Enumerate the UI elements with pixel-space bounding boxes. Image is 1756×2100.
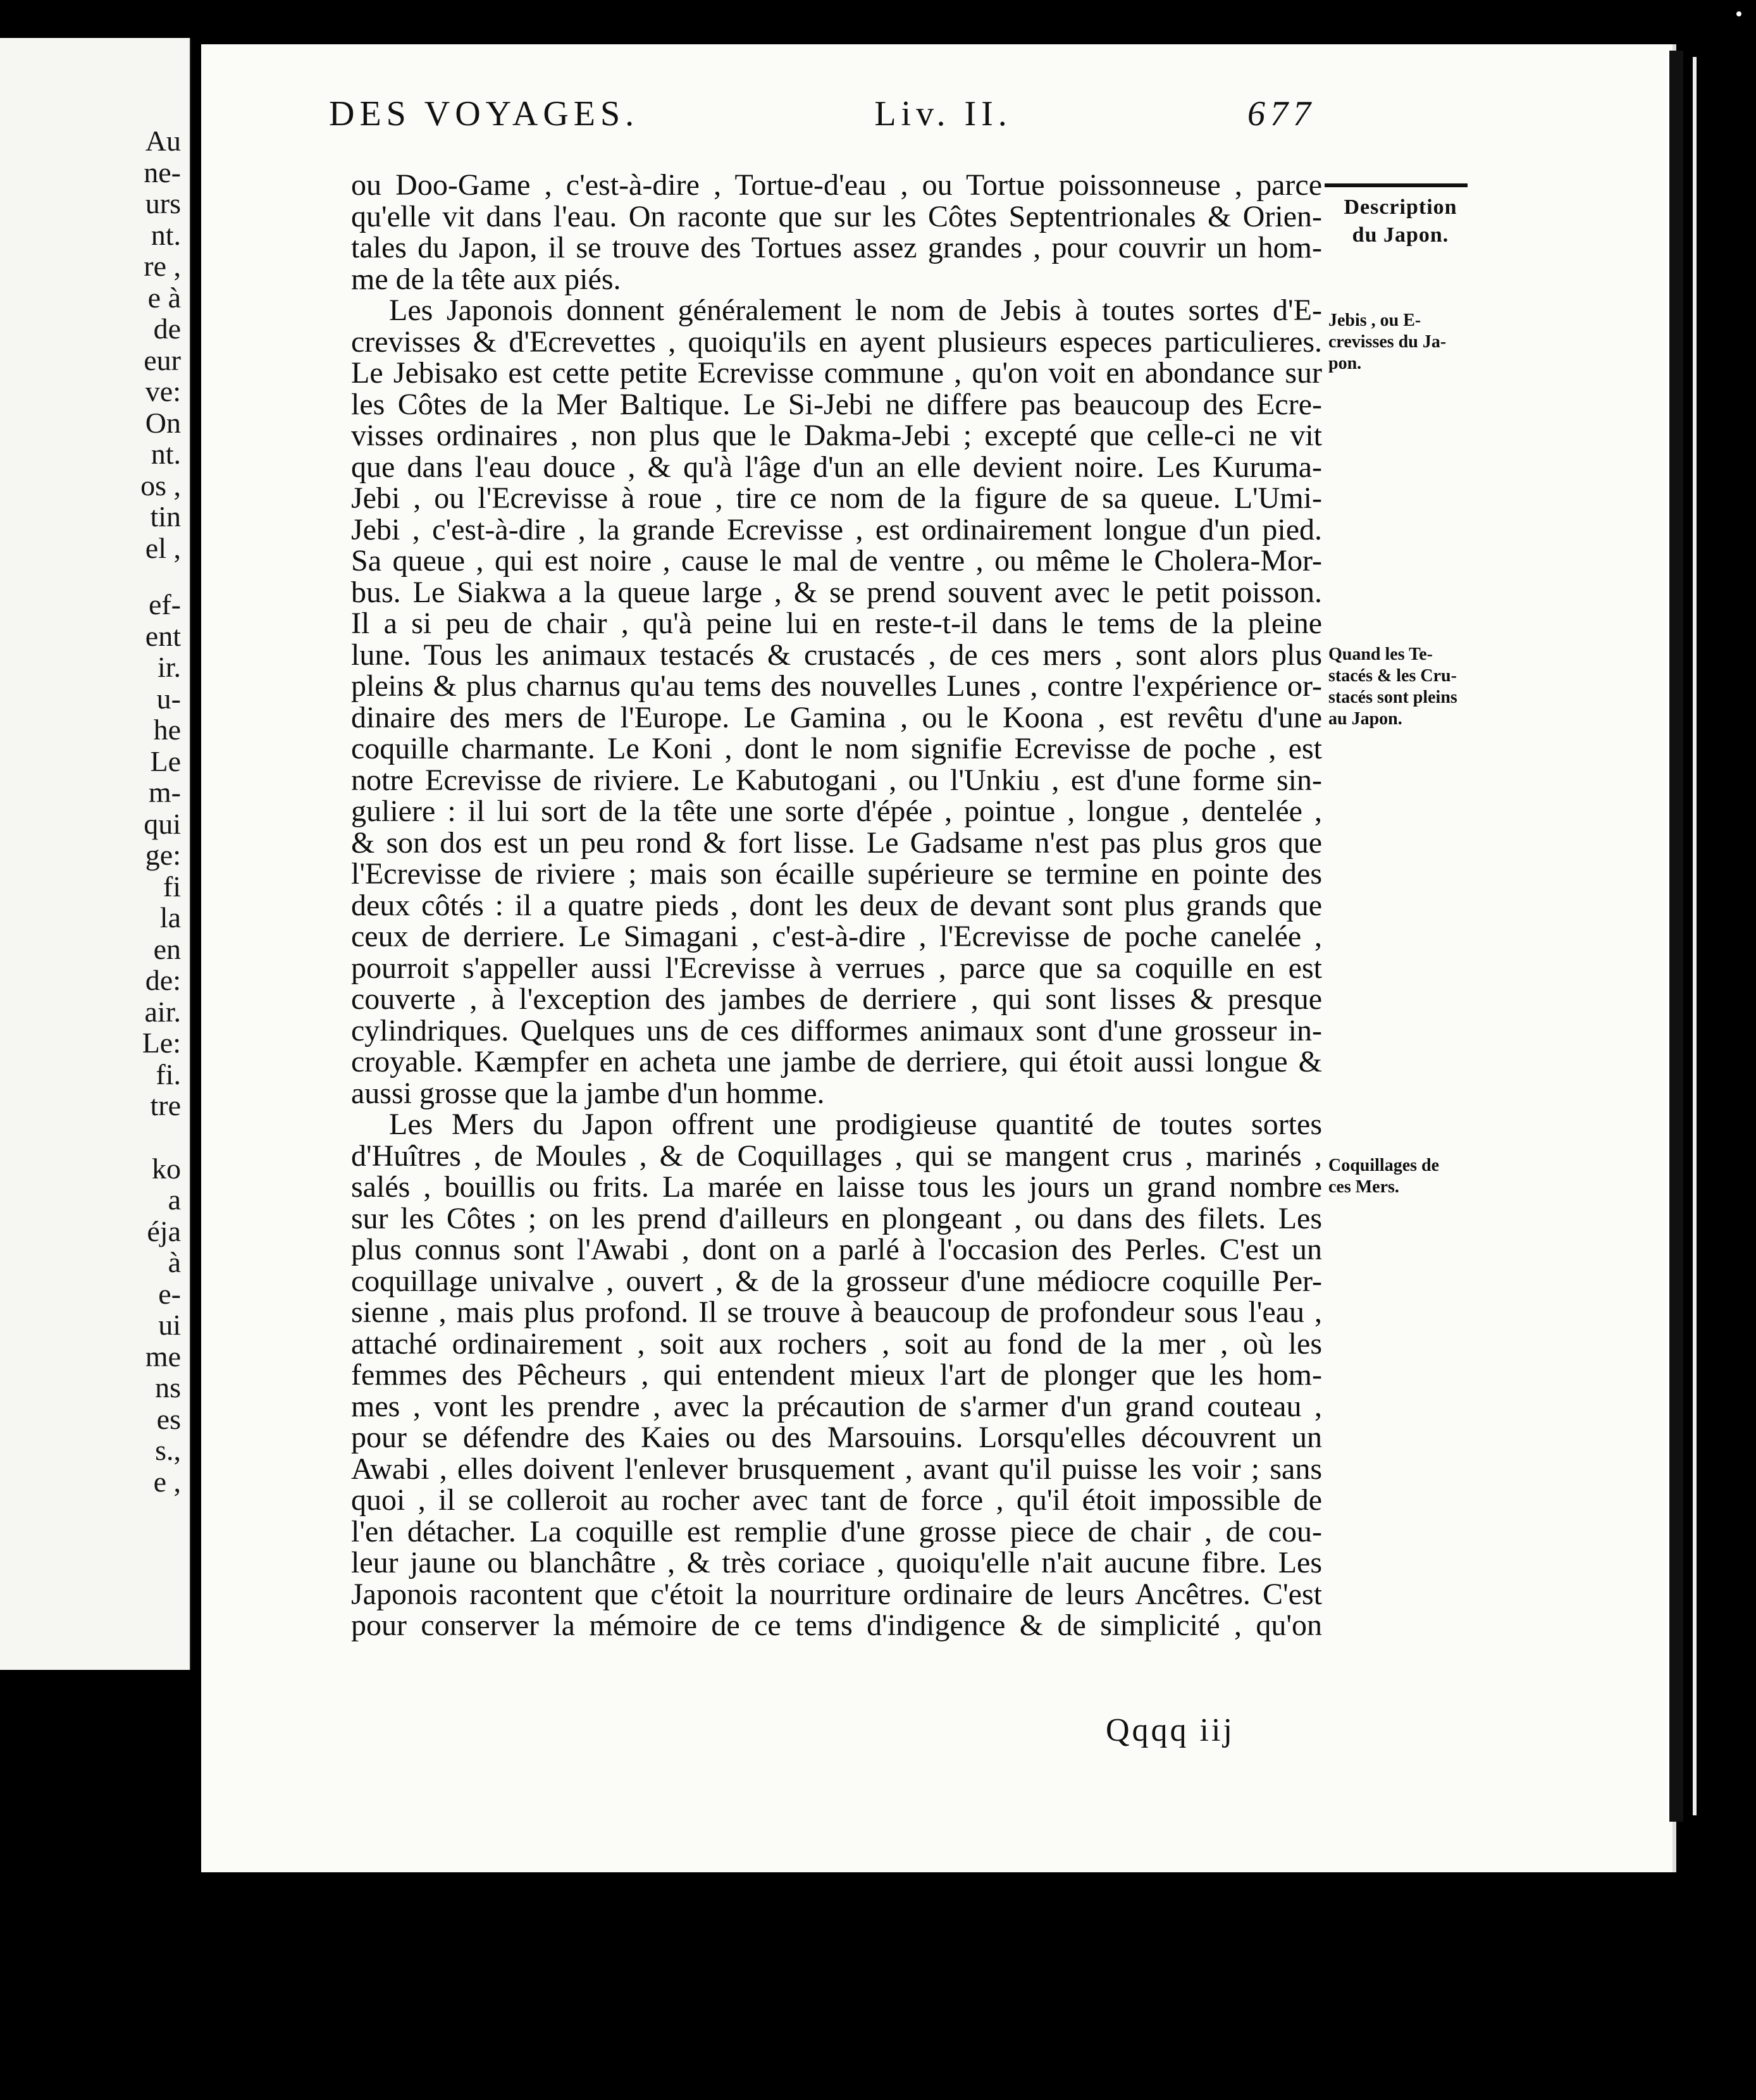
text-line: cylindriques. Quelques uns de ces difformes animaux sont d'une grosseur in-	[351, 1013, 1322, 1047]
text-line: pleins & plus charnus qu'au tems des nouvelles Lunes , contre l'expérience or-	[351, 669, 1322, 703]
facing-line-end: fi.	[156, 1058, 181, 1090]
text-line: Jebi , ou l'Ecrevisse à roue , tire ce nom de la figure de sa queue. L'Umi-	[351, 481, 1322, 515]
text-line: sienne , mais plus profond. Il se trouve à beaucoup de profondeur sous l'eau ,	[351, 1295, 1322, 1329]
facing-line-end: de	[153, 312, 181, 345]
text-line: bus. Le Siakwa a la queue large , & se prend souvent avec le petit poisson.	[351, 575, 1322, 609]
text-line: dinaire des mers de l'Europe. Le Gamina , ou le Koona , est revêtu d'une	[351, 700, 1322, 734]
facing-line-end: ve:	[145, 375, 181, 407]
text-line: Il a si peu de chair , qu'à peine lui en reste-t-il dans le tems de la pleine	[351, 607, 1322, 640]
scan-speck	[1736, 11, 1741, 16]
text-line: plus connus sont l'Awabi , dont on a parlé à l'occasion des Perles. C'est un	[351, 1233, 1322, 1266]
text-line: Le Jebisako est cette petite Ecrevisse commune , qu'on voit en abondance sur	[351, 356, 1322, 390]
facing-line-end: la	[159, 901, 181, 934]
text-line: salés , bouillis ou frits. La marée en laisse tous les jours un grand nombre	[351, 1170, 1322, 1204]
facing-line-end: à	[168, 1246, 181, 1278]
facing-line-end: ko	[152, 1152, 181, 1185]
facing-line-end: fi	[163, 870, 181, 903]
facing-line-end: ge:	[145, 839, 181, 871]
facing-line-end: m-	[148, 776, 181, 808]
facing-line-end: en	[153, 932, 181, 965]
sidenote-jebis: Jebis , ou E- crevisses du Ja- pon.	[1328, 311, 1447, 373]
text-line: femmes des Pêcheurs , qui entendent mieux l'art de plonger que les hom-	[351, 1358, 1322, 1392]
text-line: Sa queue , qui est noire , cause le mal de ventre , ou même le Cholera-Mor-	[351, 544, 1322, 578]
facing-line-end: nt.	[151, 218, 181, 251]
running-title: DES VOYAGES.	[329, 94, 640, 133]
facing-line-end: el ,	[145, 531, 181, 564]
text-line: Jebi , c'est-à-dire , la grande Ecrevisse , est ordinairement longue d'un pied.	[351, 512, 1322, 547]
facing-line-end: éja	[147, 1214, 181, 1247]
text-line: Japonois racontent que c'étoit la nourriture ordinaire de leurs Ancêtres. C'est	[351, 1577, 1322, 1611]
text-line: que dans l'eau douce , & qu'à l'âge d'un an elle devient noire. Les Kuruma-	[351, 450, 1322, 484]
facing-line-end: os ,	[140, 469, 181, 502]
text-line: ceux de derriere. Le Simagani , c'est-à-dire , l'Ecrevisse de poche canelée ,	[351, 920, 1322, 953]
text-line: Les Mers du Japon offrent une prodigieuse quantité de toutes sortes	[389, 1108, 1322, 1141]
text-line: pourroit s'appeller aussi l'Ecrevisse à verrues , parce que sa coquille en est	[351, 951, 1322, 985]
facing-line-end: ne-	[144, 156, 181, 188]
facing-line-end: de:	[145, 964, 181, 996]
text-line: me de la tête aux piés.	[351, 262, 621, 296]
text-line: & son dos est un peu rond & fort lisse. Le Gadsame n'est pas plus gros que	[351, 825, 1322, 860]
text-line: croyable. Kæmpfer en acheta une jambe de derriere, qui étoit aussi longue &	[351, 1045, 1322, 1078]
facing-line-end: air.	[144, 995, 181, 1028]
facing-line-end: e-	[158, 1277, 181, 1310]
facing-line-end: qui	[144, 807, 181, 840]
facing-page	[0, 38, 191, 1670]
facing-line-end: s.,	[155, 1434, 181, 1466]
text-line: quoi , il se colleroit au rocher avec tant de force , qu'il étoit impossible de	[351, 1483, 1322, 1517]
facing-line-end: re ,	[144, 250, 181, 282]
facing-line-end: eur	[144, 343, 181, 376]
margin-section-title: Description du Japon.	[1344, 195, 1457, 247]
text-line: ou Doo-Game , c'est-à-dire , Tortue-d'eau , ou Tortue poissonneuse , parce	[351, 168, 1322, 202]
text-line: qu'elle vit dans l'eau. On raconte que sur les Côtes Septentrionales & Orien-	[351, 199, 1322, 233]
text-line: crevisses & d'Ecrevettes , quoiqu'ils en ayent plusieurs especes particulieres.	[351, 324, 1322, 359]
text-line: Awabi , elles doivent l'enlever brusquement , avant qu'il puisse les voir ; sans	[351, 1452, 1322, 1486]
facing-line-end: tin	[150, 500, 181, 533]
text-line: pour conserver la mémoire de ce tems d'indigence & de simplicité , qu'on	[351, 1609, 1322, 1642]
body-text	[351, 170, 1322, 1641]
facing-line-end: tre	[150, 1089, 181, 1121]
facing-line-end: he	[153, 713, 181, 746]
text-line: tales du Japon, il se trouve des Tortues assez grandes , pour couvrir un hom-	[351, 231, 1322, 264]
facing-line-end: urs	[145, 187, 181, 219]
facing-line-end: Le:	[142, 1027, 181, 1059]
book-number: Liv. II.	[874, 94, 1012, 133]
text-line: les Côtes de la Mer Baltique. Le Si-Jebi ne differe pas beaucoup des Ecre-	[351, 387, 1322, 421]
margin-rule	[1325, 183, 1468, 187]
text-line: guliere : il lui sort de la tête une sorte d'épée , pointue , longue , dentelée ,	[351, 794, 1322, 828]
facing-line-end: ns	[155, 1371, 181, 1404]
facing-line-end: Le	[150, 744, 181, 777]
page-gutter-edge	[1667, 51, 1683, 1822]
facing-line-end: nt.	[151, 438, 181, 470]
facing-line-end: ui	[158, 1309, 181, 1341]
text-line: sur les Côtes ; on les prend d'ailleurs en plongeant , ou dans des filets. Les	[351, 1201, 1322, 1235]
facing-line-end: e à	[147, 281, 181, 314]
facing-line-end: ent	[145, 619, 181, 652]
text-line: pour se défendre des Kaies ou des Marsouins. Lorsqu'elles découvrent un	[351, 1421, 1322, 1454]
text-line: couverte , à l'exception des jambes de derriere , qui sont lisses & presque	[351, 982, 1322, 1016]
facing-line-end: me	[145, 1340, 181, 1373]
facing-line-end: u-	[156, 682, 181, 715]
facing-line-end: Au	[145, 125, 181, 157]
facing-line-end: e ,	[153, 1465, 181, 1498]
running-head	[329, 83, 1316, 134]
sidenote-testaces: Quand les Te- stacés & les Cru- stacés sont pleins au Japon.	[1328, 645, 1457, 729]
text-line: attaché ordinairement , soit aux rochers , soit au fond de la mer , où les	[351, 1326, 1322, 1361]
facing-line-end: On	[145, 406, 181, 439]
text-line: visses ordinaires , non plus que le Dakma-Jebi ; excepté que celle-ci ne vit	[351, 419, 1322, 452]
text-line: notre Ecrevisse de riviere. Le Kabutogani , ou l'Unkiu , est d'une forme sin-	[351, 763, 1322, 797]
text-line: leur jaune ou blanchâtre , & très coriace , quoiqu'elle n'ait aucune fibre. Les	[351, 1546, 1322, 1579]
text-line: d'Huîtres , de Moules , & de Coquillages , qui se mangent crus , marinés ,	[351, 1139, 1322, 1173]
text-line: mes , vont les prendre , avec la précaution de s'armer d'un grand couteau ,	[351, 1389, 1322, 1423]
text-line: lune. Tous les animaux testacés & crustacés , de ces mers , sont alors plus	[351, 638, 1322, 672]
page-number: 677	[1247, 94, 1316, 133]
text-line: aussi grosse que la jambe d'un homme.	[351, 1076, 825, 1110]
text-line: l'Ecrevisse de riviere ; mais son écaille supérieure se termine en pointe des	[351, 857, 1322, 891]
facing-line-end: es	[156, 1402, 181, 1435]
sidenote-coquillages: Coquillages de ces Mers.	[1328, 1156, 1440, 1197]
signature-mark: Qqqq iij	[1106, 1712, 1235, 1748]
page-gutter-edge-light	[1693, 57, 1697, 1815]
text-line: coquille charmante. Le Koni , dont le nom signifie Ecrevisse de poche , est	[351, 732, 1322, 765]
facing-line-end: a	[168, 1183, 181, 1216]
text-line: deux côtés : il a quatre pieds , dont les deux de devant sont plus grands que	[351, 888, 1322, 922]
text-line: l'en détacher. La coquille est remplie d'une grosse piece de chair , de cou-	[351, 1514, 1322, 1548]
facing-line-end: ir.	[157, 651, 181, 683]
facing-line-end: ef-	[148, 588, 181, 621]
text-line: Les Japonois donnent généralement le nom de Jebis à toutes sortes d'E-	[389, 293, 1322, 327]
text-line: coquillage univalve , ouvert , & de la grosseur d'une médiocre coquille Per-	[351, 1264, 1322, 1298]
